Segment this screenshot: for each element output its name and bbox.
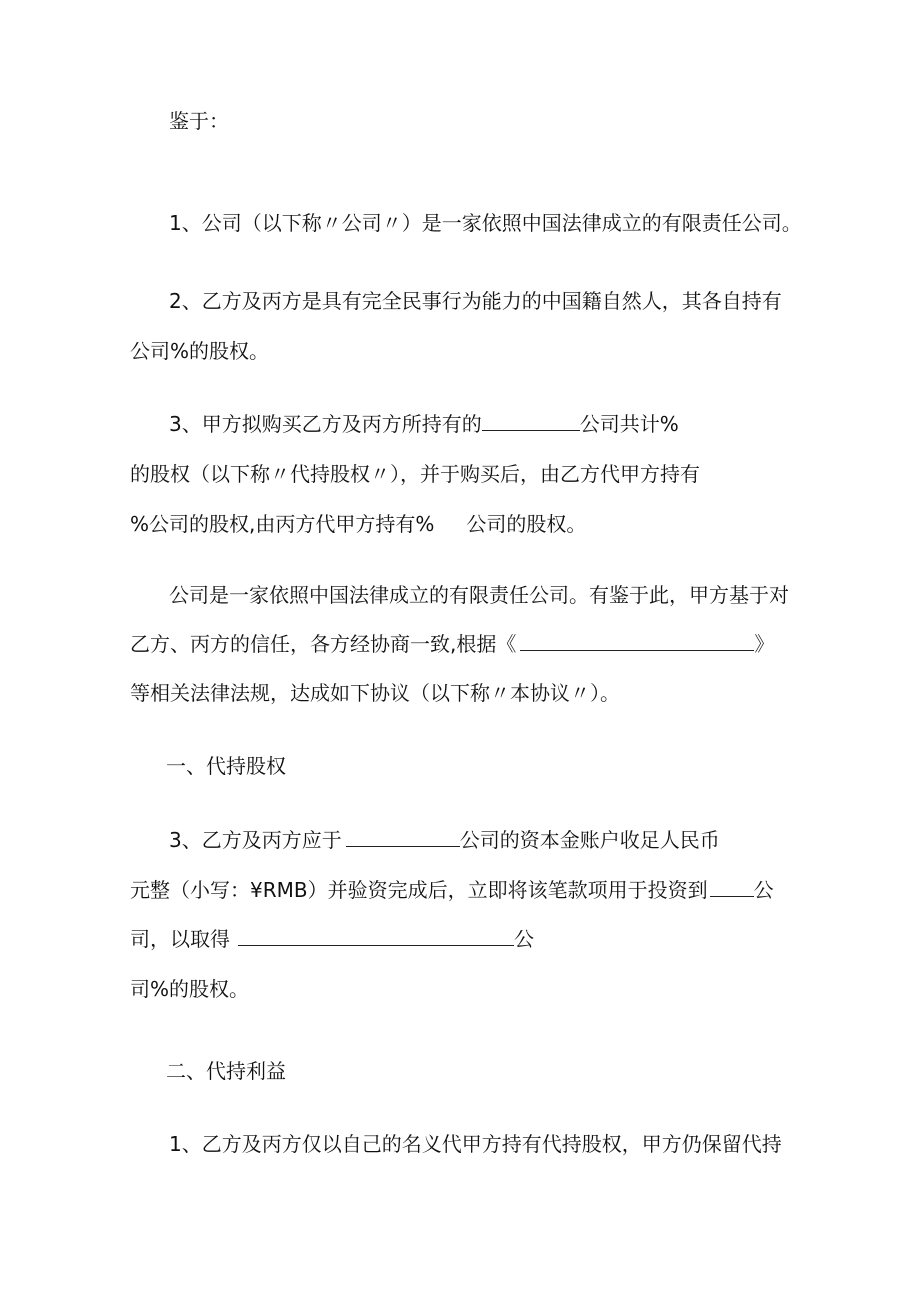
- clause-3-line-2: 的股权（以下称〃代持股权〃），并于购买后，由乙方代甲方持有: [130, 462, 700, 486]
- preamble-text-b: 》: [754, 632, 775, 656]
- clause-5-text-e: 司，以取得: [130, 927, 230, 951]
- preamble-line-1: 公司是一家依照中国法律成立的有限责任公司。有鉴于此，甲方基于对: [169, 583, 789, 607]
- clause-5-line-2: [130, 876, 774, 904]
- clause-3-text-c: %公司的股权,由丙方代甲方持有%: [130, 512, 435, 536]
- preamble-line-3: 等相关法律法规，达成如下协议（以下称〃本协议〃）。: [130, 681, 620, 705]
- fill-blank: [482, 410, 580, 431]
- clause-2-line-2: 公司%的股权。: [130, 339, 270, 363]
- clause-5-line-1: [169, 826, 720, 854]
- fill-blank: [710, 876, 754, 897]
- clause-5-line-3: [130, 925, 534, 953]
- clause-6-line-1: 1、乙方及丙方仅以自己的名义代甲方持有代持股权，甲方仍保留代持: [169, 1132, 782, 1156]
- clause-3-text-b: 公司共计%: [579, 412, 679, 436]
- clause-5-text-a: 3、乙方及丙方应于: [169, 828, 342, 852]
- fill-blank: [346, 826, 460, 847]
- clause-2-line-1: 2、乙方及丙方是具有完全民事行为能力的中国籍自然人，其各自持有: [169, 289, 782, 313]
- clause-5-text-d: 公: [753, 878, 774, 902]
- clause-5-line-4: 司%的股权。: [130, 977, 250, 1001]
- preamble-text-a: 乙方、丙方的信任，各方经协商一致,根据《: [130, 632, 517, 656]
- clause-5-text-b: 公司的资本金账户收足人民币: [459, 828, 720, 852]
- clause-1-line: 1、公司（以下称〃公司〃）是一家依照中国法律成立的有限责任公司。: [169, 211, 802, 235]
- intro-heading: 鉴于：: [169, 109, 229, 133]
- section-2-heading: 二、代持利益: [166, 1059, 286, 1083]
- fill-blank: [238, 925, 514, 946]
- clause-5-text-f: 公: [514, 927, 534, 951]
- clause-3-line-3: [130, 510, 586, 538]
- preamble-line-2: [130, 630, 774, 658]
- clause-3-text-a: 3、甲方拟购买乙方及丙方所持有的: [169, 412, 482, 436]
- clause-3-line-1: [169, 410, 679, 438]
- section-1-heading: 一、代持股权: [166, 754, 286, 778]
- fill-blank: [520, 630, 754, 651]
- clause-5-text-c: 元整（小写：¥RMB）并验资完成后，立即将该笔款项用于投资到: [130, 878, 708, 902]
- clause-3-text-d: 公司的股权。: [466, 512, 587, 536]
